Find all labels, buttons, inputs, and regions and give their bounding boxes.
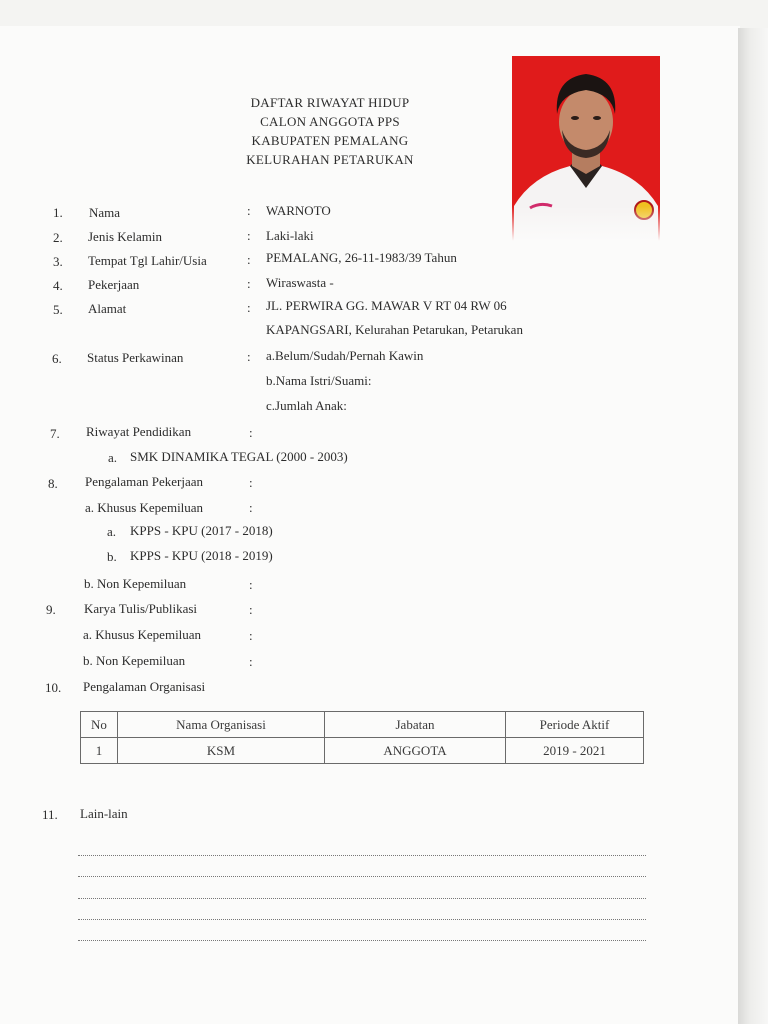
document-header [160, 93, 500, 169]
table-cell-no: 1 [81, 738, 118, 764]
table-header-period: Periode Aktif [506, 712, 644, 738]
field-value-address-line1: JL. PERWIRA GG. MAWAR V RT 04 RW 06 [266, 298, 507, 313]
field-value-birth: PEMALANG, 26-11-1983/39 Tahun [266, 250, 457, 265]
field-label-marital: Status Perkawinan [87, 350, 184, 365]
table-cell-org-name: KSM [118, 738, 325, 764]
table-header-no: No [81, 712, 118, 738]
field-colon: : [247, 252, 251, 267]
field-label-name: Nama [89, 205, 121, 220]
field-value-marital-a: a.Belum/Sudah/Pernah Kawin [266, 348, 424, 363]
dotted-line [78, 940, 646, 941]
publication-sub-non-electoral: b. Non Kepemiluan [83, 653, 186, 668]
field-number-3: 3. [53, 254, 63, 269]
work-item-marker-b: b. [107, 549, 117, 564]
field-label-publications: Karya Tulis/Publikasi [84, 601, 198, 616]
field-number-11: 11. [42, 807, 58, 822]
profile-photo [512, 56, 660, 264]
field-colon: : [249, 577, 253, 592]
field-value-gender: Laki-laki [266, 228, 314, 243]
field-colon: : [247, 349, 251, 364]
field-colon: : [249, 425, 253, 440]
work-sub-electoral: a. Khusus Kepemiluan [85, 500, 204, 515]
organization-table [80, 711, 644, 764]
field-colon: : [249, 475, 253, 490]
header-subtitle: CALON ANGGOTA PPS [260, 114, 400, 129]
field-label-other: Lain-lain [80, 806, 128, 821]
header-title: DAFTAR RIWAYAT HIDUP [250, 95, 410, 110]
work-item-b: KPPS - KPU (2018 - 2019) [130, 548, 273, 563]
header-village: KELURAHAN PETARUKAN [246, 152, 414, 167]
table-header-row [81, 712, 644, 738]
education-marker: a. [108, 450, 118, 465]
work-item-a: KPPS - KPU (2017 - 2018) [130, 523, 273, 538]
field-number-7: 7. [50, 426, 60, 441]
field-number-9: 9. [46, 602, 56, 617]
field-number-8: 8. [48, 476, 58, 491]
field-number-1: 1. [53, 205, 63, 220]
dotted-line [78, 898, 646, 899]
table-cell-position: ANGGOTA [325, 738, 506, 764]
field-colon: : [249, 602, 253, 617]
page-edge-shadow [738, 28, 768, 1024]
field-number-2: 2. [53, 230, 63, 245]
field-number-5: 5. [53, 302, 63, 317]
field-colon: : [247, 276, 251, 291]
header-regency: KABUPATEN PEMALANG [251, 133, 409, 148]
field-label-gender: Jenis Kelamin [88, 229, 163, 244]
table-row [81, 738, 644, 764]
field-number-10: 10. [45, 680, 62, 695]
field-label-education: Riwayat Pendidikan [86, 424, 192, 439]
field-value-address-line2: KAPANGSARI, Kelurahan Petarukan, Petarukan [266, 322, 523, 337]
field-colon: : [247, 300, 251, 315]
photo-fade [512, 206, 660, 264]
field-label-occupation: Pekerjaan [88, 277, 140, 292]
field-colon: : [247, 228, 251, 243]
field-colon: : [249, 654, 253, 669]
field-colon: : [247, 203, 251, 218]
table-cell-period: 2019 - 2021 [506, 738, 644, 764]
field-colon: : [249, 500, 253, 515]
table-header-org-name: Nama Organisasi [118, 712, 325, 738]
dotted-line [78, 919, 646, 920]
field-value-marital-b: b.Nama Istri/Suami: [266, 373, 372, 388]
field-label-address: Alamat [88, 301, 127, 316]
field-colon: : [249, 628, 253, 643]
dotted-line [78, 876, 646, 877]
field-number-6: 6. [52, 351, 62, 366]
publication-sub-electoral: a. Khusus Kepemiluan [83, 627, 202, 642]
field-value-occupation: Wiraswasta - [266, 275, 334, 290]
field-number-4: 4. [53, 278, 63, 293]
field-value-marital-c: c.Jumlah Anak: [266, 398, 347, 413]
table-header-position: Jabatan [325, 712, 506, 738]
work-sub-non-electoral: b. Non Kepemiluan [84, 576, 187, 591]
education-item: SMK DINAMIKA TEGAL (2000 - 2003) [130, 449, 348, 464]
dotted-line [78, 855, 646, 856]
field-label-work-experience: Pengalaman Pekerjaan [85, 474, 204, 489]
work-item-marker-a: a. [107, 524, 117, 539]
field-label-birth: Tempat Tgl Lahir/Usia [88, 253, 207, 268]
field-label-organization: Pengalaman Organisasi [83, 679, 206, 694]
field-value-name: WARNOTO [266, 203, 331, 218]
